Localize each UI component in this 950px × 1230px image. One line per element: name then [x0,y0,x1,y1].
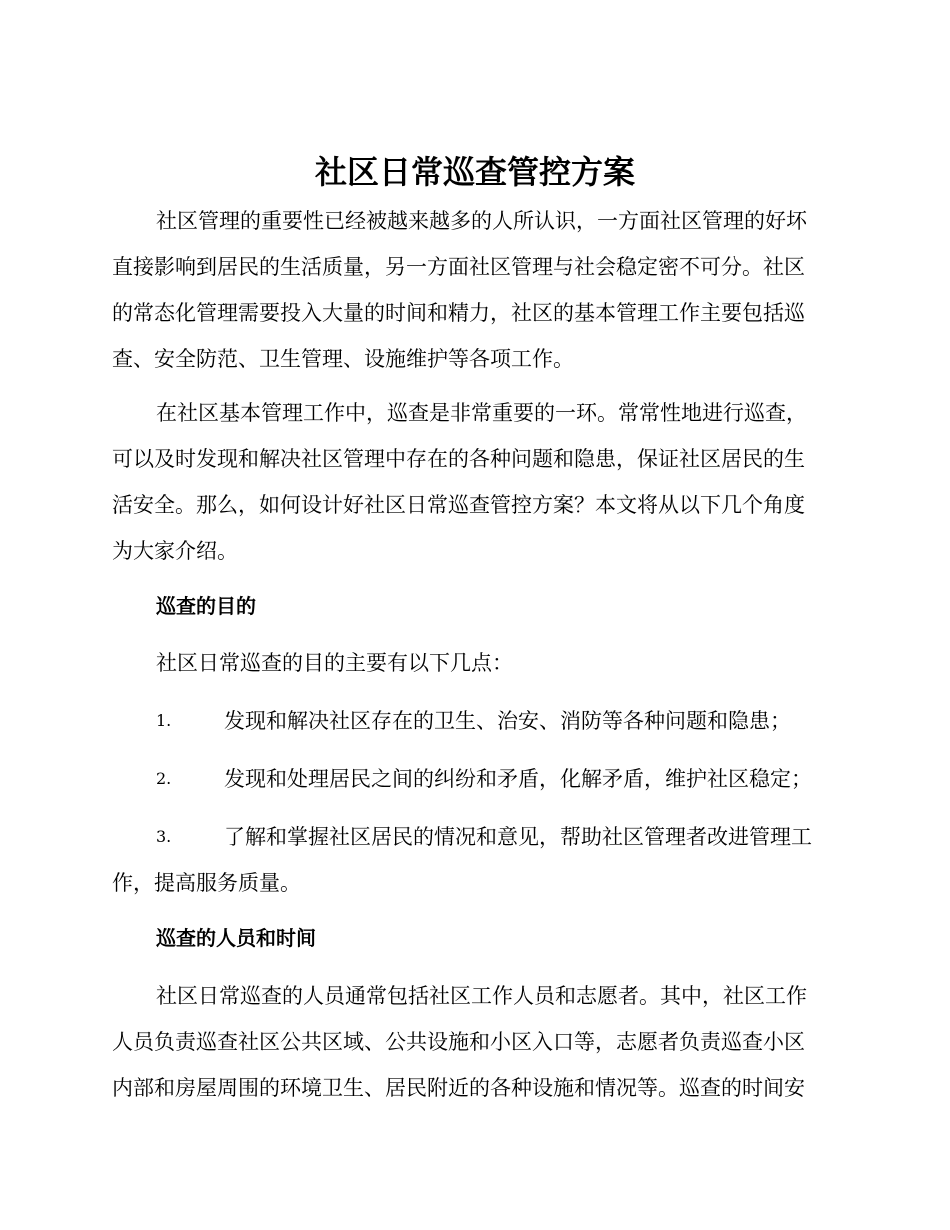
paragraph-line: 人员负责巡查社区公共区域、公共设施和小区入口等，志愿者负责巡查小区 [112,1030,805,1054]
list-item-text: 了解和掌握社区居民的情况和意见，帮助社区管理者改进管理工 [224,825,812,849]
section-heading-staff-time: 巡查的人员和时间 [156,926,316,950]
document-title: 社区日常巡查管控方案 [314,153,635,191]
list-item-text: 发现和处理居民之间的纠纷和矛盾，化解矛盾，维护社区稳定； [224,767,812,791]
list-item [112,814,838,906]
intro-paragraph-2 [112,390,838,574]
list-item [112,756,838,802]
paragraph-line: 社区管理的重要性已经被越来越多的人所认识，一方面社区管理的好坏 [156,209,807,233]
paragraph-line: 为大家介绍。 [112,539,238,563]
list-number: 3. [156,827,172,846]
intro-paragraph-1 [112,198,838,382]
list-item [112,698,838,744]
section-body-staff-time [112,973,838,1111]
paragraph-line: 的常态化管理需要投入大量的时间和精力，社区的基本管理工作主要包括巡 [112,301,805,325]
paragraph-line: 活安全。那么，如何设计好社区日常巡查管控方案？本文将从以下几个角度 [112,493,805,517]
list-item-text: 发现和解决社区存在的卫生、治安、消防等各种问题和隐患； [224,709,791,733]
list-item-text: 作，提高服务质量。 [112,871,301,895]
paragraph-line: 社区日常巡查的人员通常包括社区工作人员和志愿者。其中，社区工作 [156,984,807,1008]
paragraph-line: 直接影响到居民的生活质量，另一方面社区管理与社会稳定密不可分。社区 [112,255,805,279]
section-lead-purpose [112,640,838,686]
paragraph-line: 可以及时发现和解决社区管理中存在的各种问题和隐患，保证社区居民的生 [112,447,805,471]
paragraph-line: 内部和房屋周围的环境卫生、居民附近的各种设施和情况等。巡查的时间安 [112,1076,805,1100]
paragraph-line: 查、安全防范、卫生管理、设施维护等各项工作。 [112,347,574,371]
section-heading-purpose: 巡查的目的 [156,594,256,618]
paragraph-line: 在社区基本管理工作中，巡查是非常重要的一环。常常性地进行巡查， [156,401,807,425]
list-number: 1. [156,711,172,730]
list-number: 2. [156,769,172,788]
paragraph-line: 社区日常巡查的目的主要有以下几点： [156,651,513,675]
